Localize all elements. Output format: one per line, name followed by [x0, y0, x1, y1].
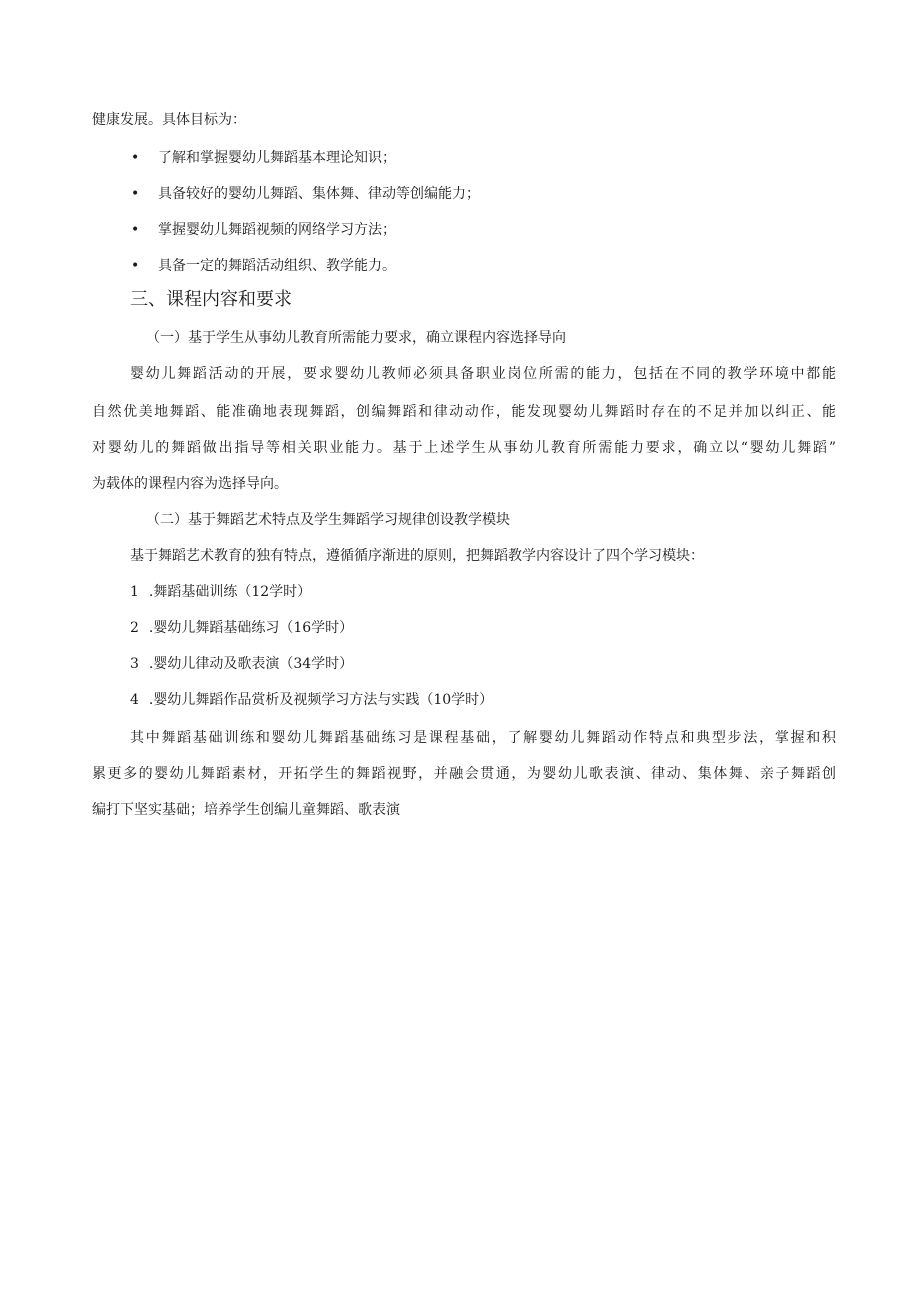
module-text: .婴幼儿律动及歌表演（34学时）	[148, 656, 354, 672]
paragraph-line: 对婴幼儿的舞蹈做出指导等相关职业能力。基于上述学生从事幼儿教育所需能力要求，确立以“婴幼儿舞蹈”	[92, 440, 836, 456]
goal-item: 了解和掌握婴幼儿舞蹈基本理论知识；	[158, 150, 396, 166]
subsection-title: （一）基于学生从事幼儿教育所需能力要求，确立课程内容选择导向	[146, 330, 566, 346]
module-item	[130, 618, 353, 638]
module-item	[130, 690, 493, 710]
module-item	[130, 582, 311, 602]
goal-item: 具备一定的舞蹈活动组织、教学能力。	[158, 258, 396, 274]
module-text: .婴幼儿舞蹈基础练习（16学时）	[148, 620, 354, 636]
bullet-icon: •	[131, 150, 140, 166]
module-text: .舞蹈基础训练（12学时）	[148, 584, 312, 600]
bullet-icon: •	[131, 186, 140, 202]
module-number: 1	[130, 584, 139, 600]
module-text: .婴幼儿舞蹈作品赏析及视频学习方法与实践（10学时）	[148, 692, 494, 708]
subsection-title: （二）基于舞蹈艺术特点及学生舞蹈学习规律创设教学模块	[146, 512, 510, 528]
section-heading: 三、课程内容和要求	[130, 289, 292, 310]
paragraph-line: 编打下坚实基础；培养学生创编儿童舞蹈、歌表演	[92, 802, 400, 818]
paragraph-line: 自然优美地舞蹈、能准确地表现舞蹈，创编舞蹈和律动动作，能发现婴幼儿舞蹈时存在的不足并加以纠正、能	[92, 404, 836, 420]
goal-item: 掌握婴幼儿舞蹈视频的网络学习方法；	[158, 222, 396, 238]
module-number: 2	[130, 620, 139, 636]
goal-item: 具备较好的婴幼儿舞蹈、集体舞、律动等创编能力；	[158, 186, 480, 202]
modules-intro: 基于舞蹈艺术教育的独有特点，遵循循序渐进的原则，把舞蹈教学内容设计了四个学习模块：	[130, 548, 704, 564]
module-item	[130, 654, 353, 674]
intro-tail-text: 健康发展。具体目标为：	[92, 112, 246, 128]
paragraph-line: 累更多的婴幼儿舞蹈素材，开拓学生的舞蹈视野，并融会贯通，为婴幼儿歌表演、律动、集体舞、亲子舞蹈创	[92, 766, 836, 782]
module-number: 4	[130, 692, 139, 708]
paragraph-line: 为载体的课程内容为选择导向。	[92, 476, 288, 492]
module-number: 3	[130, 656, 139, 672]
paragraph-line: 其中舞蹈基础训练和婴幼儿舞蹈基础练习是课程基础，了解婴幼儿舞蹈动作特点和典型步法，掌握和积	[130, 730, 836, 746]
paragraph-line: 婴幼儿舞蹈活动的开展，要求婴幼儿教师必须具备职业岗位所需的能力，包括在不同的教学环境中都能	[130, 366, 836, 382]
bullet-icon: •	[131, 222, 140, 238]
bullet-icon: •	[131, 258, 140, 274]
